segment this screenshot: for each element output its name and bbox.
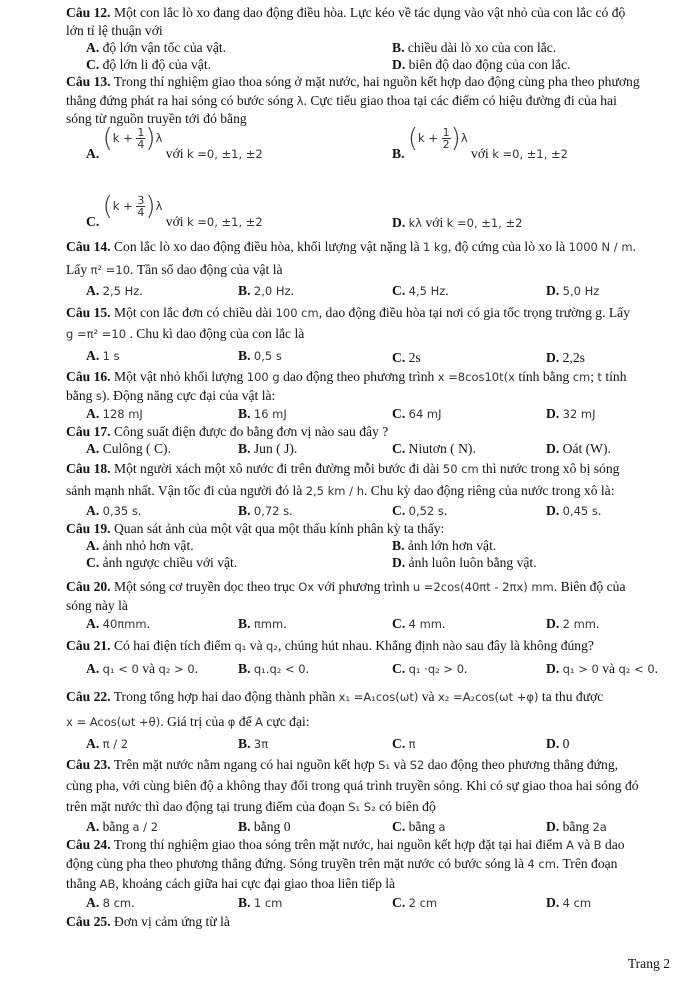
q13-option-d[interactable]: D. kλ với k =0, ±1, ±2	[392, 215, 523, 230]
q13-stem: Câu 13. Trong thí nghiệm giao thoa sóng ở mặt nước, hai nguồn kết hợp dao động cùng pha theo phương	[66, 74, 640, 89]
q15-option-b[interactable]: B. 0,5 s	[238, 348, 282, 363]
q13-option-b[interactable]: B. $^{(k + \frac{1}{2} )\lambda}$ với k =0, ±1, ±2	[392, 123, 568, 161]
q18-option-c[interactable]: C. 0,52 s.	[392, 503, 448, 518]
q14-stem: Câu 14. Con lắc lò xo dao động điều hòa, khối lượng vật nặng là 1 kg, độ cứng của lò xo là 1000 N / m.	[66, 239, 636, 254]
q13-option-a[interactable]: A. $^{(k + \frac{1}{4} )\lambda}$ với k =0, ±1, ±2	[86, 123, 263, 161]
q12-option-a[interactable]: A. độ lớn vận tốc của vật.	[86, 40, 227, 55]
q16-option-c[interactable]: C. 64 mJ	[392, 406, 442, 421]
q17-option-a[interactable]: A. Culông ( C).	[86, 441, 171, 456]
q12-option-b[interactable]: B. chiều dài lò xo của con lắc.	[392, 40, 557, 55]
q18-stem-2: sánh mạnh nhất. Vận tốc đi của người đó là 2,5 km / h. Chu kỳ dao động riêng của nước trong xô là:	[66, 483, 615, 498]
q14-option-c[interactable]: C. 4,5 Hz.	[392, 283, 449, 298]
q22-stem-2: x = Acos(ωt +θ). Giá trị của φ để A cực đại:	[66, 714, 310, 729]
q23-option-a[interactable]: A. bằng a / 2	[86, 819, 159, 834]
q24-option-a[interactable]: A. 8 cm.	[86, 895, 135, 910]
q14-option-d[interactable]: D. 5,0 Hz	[546, 283, 600, 298]
q24-stem-3: thẳng AB, khoảng cách giữa hai cực đại giao thoa liên tiếp là	[66, 876, 396, 891]
q14-stem-2: Lấy π² =10. Tần số dao động của vật là	[66, 262, 283, 277]
q17-stem: Câu 17. Công suất điện được đo bằng đơn vị nào sau đây ?	[66, 424, 389, 439]
q12-stem-2: lớn tỉ lệ thuận với	[66, 23, 163, 38]
q13-option-c[interactable]: C. $^{(k + \frac{3}{4} )\lambda}$ với k =0, ±1, ±2	[86, 191, 263, 229]
q20-stem: Câu 20. Một sóng cơ truyền dọc theo trục Ox với phương trình u =2cos(40πt - 2πx) mm. Biên độ của	[66, 579, 626, 594]
q16-option-a[interactable]: A. 128 mJ	[86, 406, 143, 421]
q18-option-a[interactable]: A. 0,35 s.	[86, 503, 142, 518]
q19-option-c[interactable]: C. ảnh ngược chiều với vật.	[86, 555, 238, 570]
q24-option-d[interactable]: D. 4 cm	[546, 895, 592, 910]
q16-option-b[interactable]: B. 16 mJ	[238, 406, 287, 421]
q24-stem: Câu 24. Trong thí nghiệm giao thoa sóng trên mặt nước, hai nguồn kết hợp đặt tại hai điểm A và B dao	[66, 837, 625, 852]
q19-option-b[interactable]: B. ảnh lớn hơn vật.	[392, 538, 497, 553]
q24-option-c[interactable]: C. 2 cm	[392, 895, 438, 910]
q23-option-d[interactable]: D. bằng 2a	[546, 819, 607, 834]
q21-stem: Câu 21. Có hai điện tích điểm q₁ và q₂, chúng hút nhau. Khẳng định nào sau đây là không đúng?	[66, 638, 594, 653]
q21-option-d[interactable]: D. q₁ > 0 và q₂ < 0.	[546, 661, 659, 676]
q19-option-a[interactable]: A. ảnh nhỏ hơn vật.	[86, 538, 194, 553]
q23-stem-3: trên mặt nước thì dao động tại trung điểm của đoạn S₁ S₂ có biên độ	[66, 799, 436, 814]
q23-stem-2: cùng pha, với cùng biên độ a không thay đổi trong quá trình truyền sóng. Khi có sự giao thoa hai sóng đó	[66, 778, 639, 793]
q21-option-a[interactable]: A. q₁ < 0 và q₂ > 0.	[86, 661, 199, 676]
q17-option-b[interactable]: B. Jun ( J).	[238, 441, 298, 456]
q12-option-d[interactable]: D. biên độ dao động của con lắc.	[392, 57, 571, 72]
q24-stem-2: động cùng pha theo phương thẳng đứng. Sóng truyền trên mặt nước có bước sóng là 4 cm. Trên đoạn	[66, 856, 618, 871]
q17-option-c[interactable]: C. Niutơn ( N).	[392, 441, 476, 456]
q19-stem: Câu 19. Quan sát ảnh của một vật qua một thấu kính phân kỳ ta thấy:	[66, 521, 445, 536]
q22-option-b[interactable]: B. 3π	[238, 736, 269, 751]
q13-stem-3: sóng từ nguồn truyền tới đó bằng	[66, 111, 247, 126]
q22-stem: Câu 22. Trong tổng hợp hai dao động thành phần x₁ =A₁cos(ωt) và x₂ =A₂cos(ωt +φ) ta thu được	[66, 689, 604, 704]
q18-option-d[interactable]: D. 0,45 s.	[546, 503, 602, 518]
q18-stem: Câu 18. Một người xách một xô nước đi trên đường mỗi bước đi dài 50 cm thì nước trong xô bị sóng	[66, 461, 620, 476]
q21-option-b[interactable]: B. q₁.q₂ < 0.	[238, 661, 310, 676]
q21-option-c[interactable]: C. q₁ ·q₂ > 0.	[392, 661, 468, 676]
q24-option-b[interactable]: B. 1 cm	[238, 895, 283, 910]
q22-option-c[interactable]: C. π	[392, 736, 416, 751]
q22-option-d[interactable]: D. 0	[546, 736, 570, 751]
q15-option-d[interactable]: D. 2,2s	[546, 350, 585, 365]
q23-option-b[interactable]: B. bằng 0	[238, 819, 291, 834]
q12-option-c[interactable]: C. độ lớn li độ của vật.	[86, 57, 211, 72]
q16-stem-2: bằng s). Động năng cực đại của vật là:	[66, 388, 276, 403]
q17-option-d[interactable]: D. Oát (W).	[546, 441, 611, 456]
q20-option-d[interactable]: D. 2 mm.	[546, 616, 600, 631]
q20-option-a[interactable]: A. 40πmm.	[86, 616, 150, 631]
q23-option-c[interactable]: C. bằng a	[392, 819, 446, 834]
q15-stem-2: g =π² =10 . Chu kì dao động của con lắc là	[66, 326, 305, 341]
q16-option-d[interactable]: D. 32 mJ	[546, 406, 596, 421]
q16-stem: Câu 16. Một vật nhỏ khối lượng 100 g dao động theo phương trình x =8cos10t(x tính bằng cm; t tính	[66, 369, 627, 384]
page-number: Trang 2	[627, 956, 670, 971]
q23-stem: Câu 23. Trên mặt nước nằm ngang có hai nguồn kết hợp S₁ và S2 dao động theo phương thẳng đứng,	[66, 757, 619, 772]
q13-stem-2: thẳng đứng phát ra hai sóng có bước sóng λ. Cực tiểu giao thoa tại các điểm có hiệu đường đi của hai	[66, 93, 617, 108]
q15-option-c[interactable]: C. 2s	[392, 350, 421, 365]
q12-stem: Câu 12. Một con lắc lò xo đang dao động điều hòa. Lực kéo về tác dụng vào vật nhỏ của con lắc có độ	[66, 5, 626, 20]
q15-option-a[interactable]: A. 1 s	[86, 348, 120, 363]
q20-option-b[interactable]: B. πmm.	[238, 616, 287, 631]
q14-option-a[interactable]: A. 2,5 Hz.	[86, 283, 143, 298]
q20-option-c[interactable]: C. 4 mm.	[392, 616, 446, 631]
q19-option-d[interactable]: D. ảnh luôn luôn bằng vật.	[392, 555, 537, 570]
q15-stem: Câu 15. Một con lắc đơn có chiều dài 100 cm, dao động điều hòa tại nơi có gia tốc trọng trường g. Lấy	[66, 305, 631, 320]
q25-stem: Câu 25. Đơn vị cảm ứng từ là	[66, 914, 230, 929]
q18-option-b[interactable]: B. 0,72 s.	[238, 503, 293, 518]
q20-stem-2: sóng này là	[66, 598, 128, 613]
q22-option-a[interactable]: A. π / 2	[86, 736, 129, 751]
q14-option-b[interactable]: B. 2,0 Hz.	[238, 283, 294, 298]
